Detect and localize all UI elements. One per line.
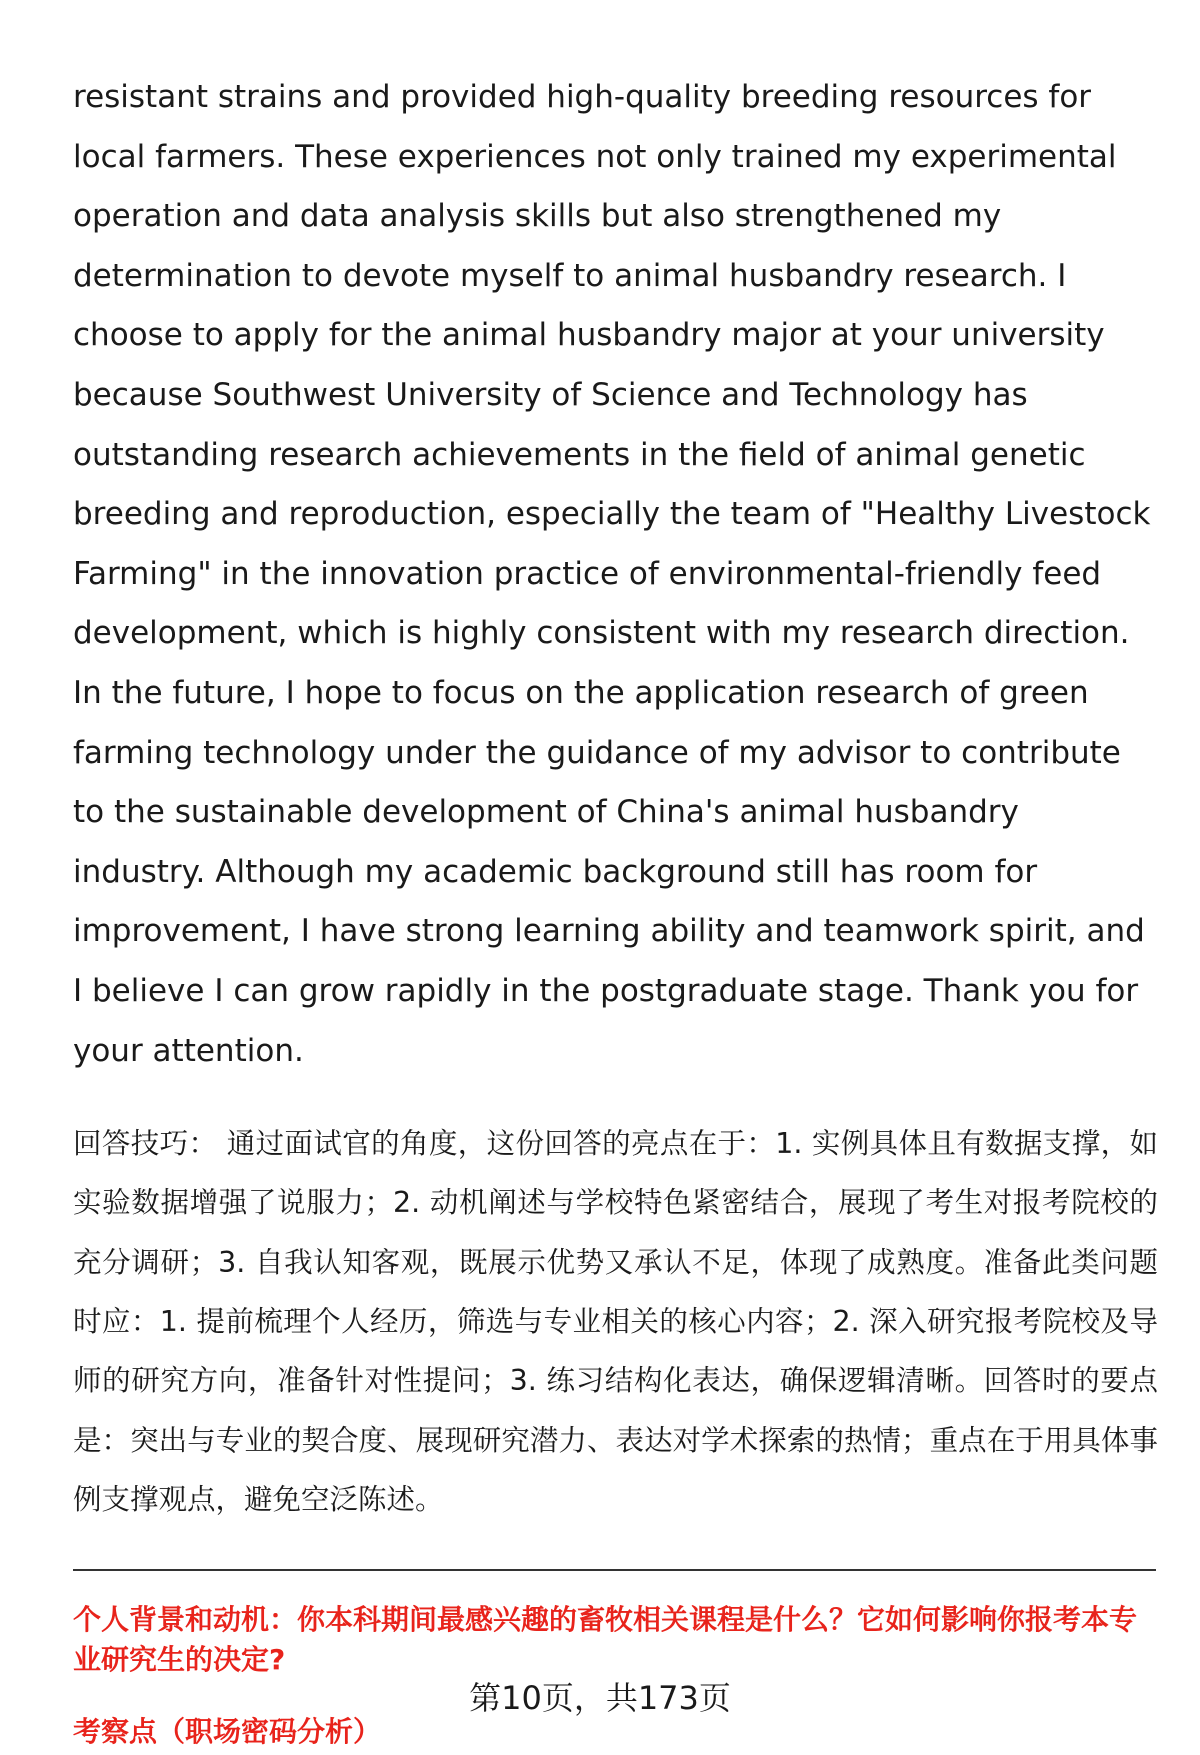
page-number-footer: 第10页，共173页: [469, 1679, 731, 1717]
section-divider: [73, 1569, 1156, 1571]
answer-tips-text: 回答技巧： 通过面试官的角度，这份回答的亮点在于：1. 实例具体且有数据支撑，如实验数据增强了说服力；2. 动机阐述与学校特色紧密结合，展现了考生对报考院校的充分调研；3. 自我认知客观，既展示优势又承认不足，体现了成熟度。准备此类问题时应：1. 提前梳理个人经历，筛选与专业相关的核心内容；2. 深入研究报考院校及导师的研究方向，准备针对性提问；3. 练习结构化表达，确保逻辑清晰。回答时的要点是：突出与专业的契合度、展现研究潜力、表达对学术探索的热情；重点在于用具体事例支撑观点，避免空泛陈述。: [73, 1127, 1158, 1516]
interview-question-heading: 个人背景和动机：你本科期间最感兴趣的畜牧相关课程是什么？它如何影响你报考本专业研究生的决定?: [73, 1603, 1138, 1677]
english-answer-text: resistant strains and provided high-quality breeding resources for local farmers. These experiences not only trained my experimental operation and data analysis skills but also strengthened my determination to devote myself to animal husbandry research. I choose to apply for the animal husbandry major at your university because Southwest University of Science and Technology has outstanding research achievements in the field of animal genetic breeding and reproduction, especially the team of "Healthy Livestock Farming" in the innovation practice of environmental-friendly feed development, which is highly consistent with my research direction. In the future, I hope to focus on the application research of green farming technology under the guidance of my advisor to contribute to the sustainable development of China's animal husbandry industry. Although my academic background still has room for improvement, I have strong learning ability and teamwork spirit, and I believe I can grow rapidly in the postgraduate stage. Thank you for your attention.: [73, 79, 1151, 1069]
assessment-heading: 考察点（职场密码分析）: [73, 1715, 382, 1749]
page-content: [73, 68, 1158, 1752]
